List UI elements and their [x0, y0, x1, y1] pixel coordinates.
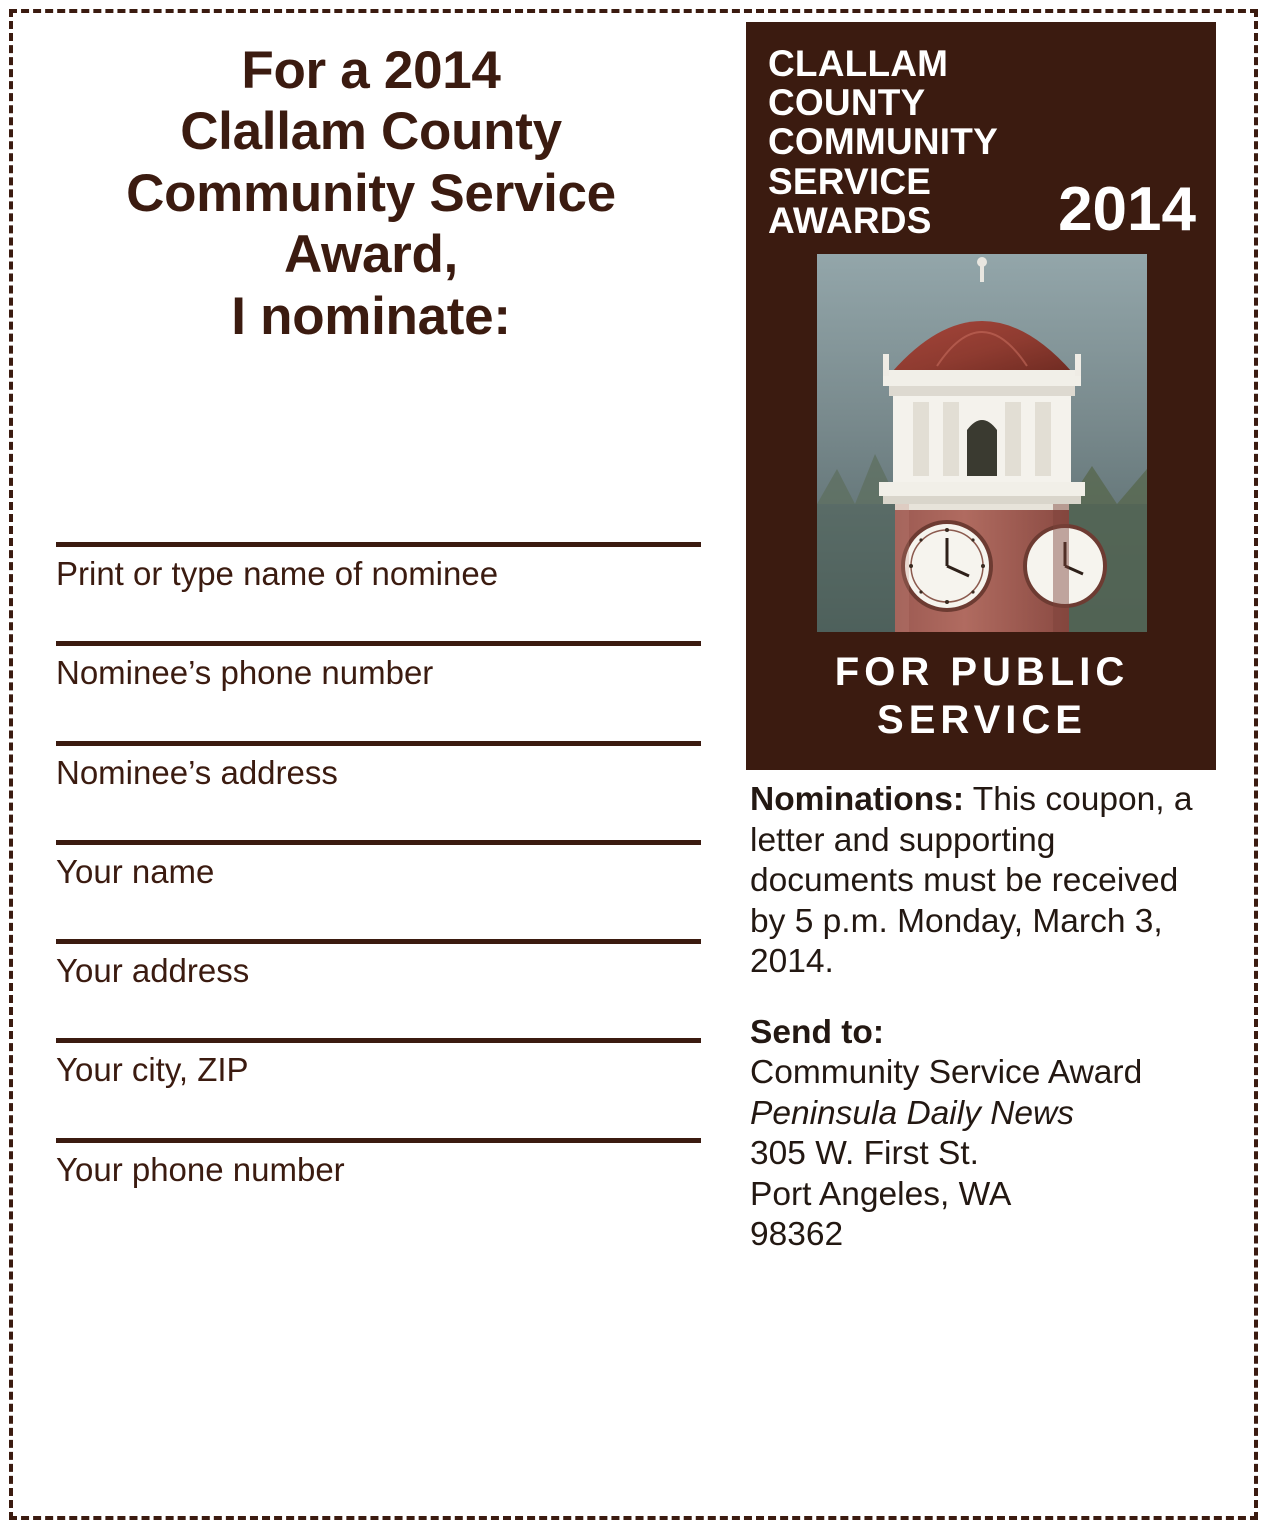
field-your-city-zip[interactable] [56, 1038, 724, 1090]
badge-title: CLALLAM COUNTY COMMUNITY SERVICE AWARDS [768, 43, 998, 241]
badge-subtitle: FOR PUBLIC SERVICE [834, 650, 1130, 743]
field-label: Your name [56, 852, 215, 890]
field-label: Your address [56, 952, 250, 989]
send-to-label: Send to: [750, 1013, 884, 1051]
instructions-block [746, 770, 1216, 1256]
field-your-address[interactable] [56, 939, 724, 991]
headline-line-1: For a 2014 [241, 41, 501, 100]
nominations-paragraph [750, 780, 1214, 983]
field-label: Nominee’s address [56, 753, 338, 791]
nominations-text: This coupon, a letter and supporting documents must be received by 5 p.m. Monday, March 3, 2014. [750, 781, 1193, 981]
field-your-name[interactable] [56, 840, 724, 892]
nominations-colon: : [952, 781, 965, 819]
headline-line-4: Award, [284, 225, 458, 285]
headline-line-2: Clallam County [180, 102, 562, 162]
headline-line-3: Community Service [126, 163, 616, 223]
send-to-line-3: Port Angeles, WA [750, 1175, 1012, 1213]
nominations-label: Nominations [750, 781, 953, 819]
field-nominee-name[interactable] [56, 542, 724, 594]
field-label: Your phone number [56, 1150, 345, 1188]
headline-line-5: I nominate: [231, 286, 511, 346]
send-to-line-1: Community Service Award [750, 1054, 1143, 1092]
clock-tower-photo [817, 254, 1147, 632]
send-to-publication: Peninsula Daily News [750, 1094, 1074, 1132]
form-column [34, 22, 734, 1511]
field-label: Nominee’s phone number [56, 654, 434, 692]
field-your-phone[interactable] [56, 1138, 724, 1190]
award-badge [746, 22, 1216, 770]
send-to-line-4: 98362 [750, 1216, 844, 1254]
badge-year: 2014 [1058, 175, 1196, 245]
badge-column [734, 22, 1237, 1256]
field-nominee-phone[interactable] [56, 641, 724, 693]
spacer [750, 983, 1214, 1013]
page-title [34, 40, 734, 347]
field-nominee-address[interactable] [56, 741, 724, 793]
field-label: Your city, ZIP [56, 1051, 249, 1089]
form-fields [56, 542, 724, 1237]
field-label: Print or type name of nominee [56, 555, 499, 592]
send-to-line-2: 305 W. First St. [750, 1135, 979, 1173]
